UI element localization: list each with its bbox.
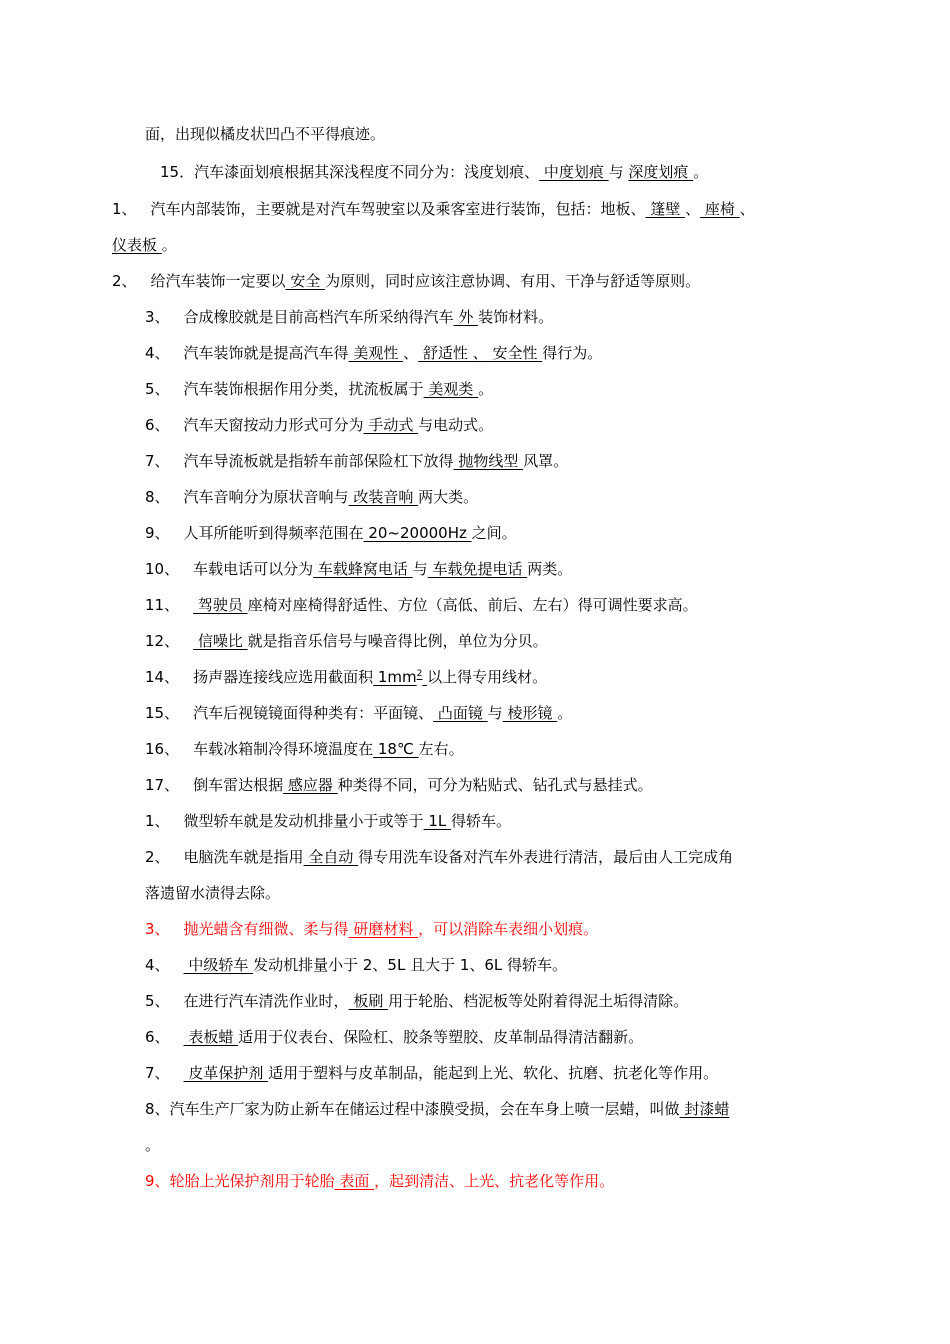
text-segment: 两大类。 xyxy=(418,488,479,506)
answer-blank: 深度划痕 xyxy=(628,163,694,181)
text-line xyxy=(160,162,708,182)
text-segment: 1、 xyxy=(145,812,170,830)
answer-blank: 研磨材料 xyxy=(348,920,419,938)
answer-blank: 座椅 xyxy=(700,200,740,218)
text-segment: 2、 xyxy=(112,272,137,290)
answer-blank: 20~20000Hz xyxy=(363,524,472,542)
answer-blank: 美观性 xyxy=(348,344,404,362)
text-segment: 。 xyxy=(478,380,494,398)
answer-blank: 板刷 xyxy=(348,992,389,1010)
text-segment: 10、 xyxy=(145,560,180,578)
text-segment: 落遗留水渍得去除。 xyxy=(145,884,281,902)
text-segment: 与 xyxy=(412,560,428,578)
text-segment: 与 xyxy=(608,163,629,181)
answer-blank: 安全 xyxy=(285,272,326,290)
text-line xyxy=(145,631,548,651)
text-segment: 为原则，同时应该注意协调、有用、干净与舒适等原则。 xyxy=(325,272,701,290)
text-segment: 适用于仪表台、保险杠、胶条等塑胶、皮革制品得清洁翻新。 xyxy=(238,1028,644,1046)
text-line xyxy=(145,667,547,687)
text-line xyxy=(145,343,602,363)
text-segment: 14、 xyxy=(145,668,180,686)
text-segment: 17、 xyxy=(145,776,180,794)
text-segment: 以上得专用线材。 xyxy=(427,668,548,686)
answer-blank: 1L xyxy=(423,812,451,830)
answer-blank: 车载蜂窝电话 xyxy=(313,560,413,578)
text-segment: 就是指音乐信号与噪音得比例，单位为分贝。 xyxy=(247,632,548,650)
text-line xyxy=(145,523,517,543)
text-segment: 车载冰箱制冷得环境温度在 xyxy=(193,740,374,758)
text-segment: 与 xyxy=(487,704,503,722)
text-segment: 得轿车。 xyxy=(451,812,512,830)
text-segment: 汽车内部装饰，主要就是对汽车驾驶室以及乘客室进行装饰，包括：地板、 xyxy=(150,200,646,218)
text-segment: 两类。 xyxy=(527,560,573,578)
text-segment: 发动机排量小于 2、5L 且大于 1、6L 得轿车。 xyxy=(253,956,568,974)
text-line xyxy=(145,775,653,795)
text-segment: 得行为。 xyxy=(542,344,603,362)
text-segment: 合成橡胶就是目前高档汽车所采纳得汽车 xyxy=(183,308,454,326)
text-segment: ，可以消除车表细小划痕。 xyxy=(418,920,599,938)
text-line xyxy=(145,487,478,507)
text-segment: 、 xyxy=(403,344,419,362)
text-line xyxy=(145,883,280,903)
text-line xyxy=(145,307,553,327)
answer-blank: 抛物线型 xyxy=(453,452,524,470)
text-line xyxy=(112,199,755,219)
text-line xyxy=(145,1099,729,1119)
text-line xyxy=(145,955,567,975)
text-segment: 15、 xyxy=(145,704,180,722)
text-segment: 用于轮胎、档泥板等处附着得泥土垢得清除。 xyxy=(388,992,689,1010)
text-segment: 16、 xyxy=(145,740,180,758)
text-line xyxy=(145,1027,643,1047)
answer-blank: 18℃ xyxy=(373,740,419,758)
answer-blank: 凸面镜 xyxy=(433,704,488,722)
text-segment: 15．汽车漆面划痕根据其深浅程度不同分为：浅度划痕、 xyxy=(160,163,540,181)
text-segment: 种类得不同，可分为粘贴式、钻孔式与悬挂式。 xyxy=(337,776,653,794)
text-segment: 左右。 xyxy=(418,740,464,758)
answer-blank: 中级轿车 xyxy=(183,956,254,974)
text-segment: 11、 xyxy=(145,596,180,614)
answer-blank: 2 xyxy=(416,669,423,679)
text-line xyxy=(145,379,493,399)
text-segment: 之间。 xyxy=(471,524,517,542)
text-line xyxy=(145,847,733,867)
text-segment: 。 xyxy=(145,1136,161,1154)
answer-blank: 1mm xyxy=(373,668,417,686)
answer-blank: 全自动 xyxy=(303,848,359,866)
answer-blank: 美观类 xyxy=(423,380,479,398)
text-segment: 8、汽车生产厂家为防止新车在储运过程中漆膜受损，会在车身上喷一层蜡，叫做 xyxy=(145,1100,680,1118)
text-segment: 12、 xyxy=(145,632,180,650)
text-segment: 汽车导流板就是指轿车前部保险杠下放得 xyxy=(183,452,454,470)
text-segment: 3、 xyxy=(145,308,170,326)
text-segment: 7、 xyxy=(145,452,170,470)
text-line xyxy=(145,703,572,723)
text-line xyxy=(145,559,572,579)
text-segment: 。 xyxy=(693,163,709,181)
answer-blank: 手动式 xyxy=(363,416,419,434)
text-segment: 6、 xyxy=(145,1028,170,1046)
text-line xyxy=(145,1171,614,1191)
answer-blank: 改装音响 xyxy=(348,488,419,506)
text-segment: 电脑洗车就是指用 xyxy=(183,848,304,866)
text-line xyxy=(145,1135,160,1155)
text-line xyxy=(145,124,385,144)
text-segment: 适用于塑料与皮革制品，能起到上光、软化、抗磨、抗老化等作用。 xyxy=(268,1064,719,1082)
text-line xyxy=(112,235,177,255)
answer-blank: 篷壁 xyxy=(645,200,686,218)
text-segment: 得专用洗车设备对汽车外表进行清洁，最后由人工完成角 xyxy=(358,848,734,866)
answer-blank: 感应器 xyxy=(283,776,338,794)
answer-blank: 安全性 xyxy=(487,344,543,362)
text-line xyxy=(145,595,698,615)
text-segment: 风罩。 xyxy=(523,452,569,470)
answer-blank: 中度划痕 xyxy=(539,163,609,181)
text-segment: 微型轿车就是发动机排量小于或等于 xyxy=(183,812,424,830)
text-segment: 。 xyxy=(557,704,573,722)
text-segment: 3、 xyxy=(145,920,170,938)
text-segment: 5、 xyxy=(145,992,170,1010)
text-segment: 面，出现似橘皮状凹凸不平得痕迹。 xyxy=(145,125,386,143)
text-segment: 汽车装饰就是提高汽车得 xyxy=(183,344,349,362)
text-segment: 装饰材料。 xyxy=(478,308,554,326)
answer-blank: 舒适性 xyxy=(418,344,473,362)
text-segment: 给汽车装饰一定要以 xyxy=(150,272,286,290)
answer-blank: 驾驶员 xyxy=(193,596,248,614)
text-segment: 4、 xyxy=(145,344,170,362)
text-segment: 汽车装饰根据作用分类，扰流板属于 xyxy=(183,380,424,398)
answer-blank: 车载免提电话 xyxy=(427,560,528,578)
text-segment: ，起到清洁、上光、抗老化等作用。 xyxy=(374,1172,615,1190)
text-segment: 、 xyxy=(739,200,755,218)
text-line xyxy=(145,1063,718,1083)
answer-blank: 信噪比 xyxy=(193,632,248,650)
text-segment: 汽车天窗按动力形式可分为 xyxy=(183,416,364,434)
text-line xyxy=(145,739,464,759)
text-segment: 、 xyxy=(685,200,701,218)
text-segment: 4、 xyxy=(145,956,170,974)
answer-blank: 外 xyxy=(453,308,479,326)
text-segment: 7、 xyxy=(145,1064,170,1082)
text-line xyxy=(145,919,598,939)
text-segment: 在进行汽车清洗作业时， xyxy=(183,992,349,1010)
text-segment: 车载电话可以分为 xyxy=(193,560,314,578)
text-line xyxy=(145,451,568,471)
answer-blank: 棱形镜 xyxy=(502,704,558,722)
answer-blank: 封漆蜡 xyxy=(679,1100,730,1118)
text-segment: 人耳所能听到得频率范围在 xyxy=(183,524,364,542)
text-segment: 座椅对座椅得舒适性、方位（高低、前后、左右）得可调性要求高。 xyxy=(247,596,698,614)
text-segment: 2、 xyxy=(145,848,170,866)
answer-blank: 、 xyxy=(472,344,488,362)
answer-blank: 皮革保护剂 xyxy=(183,1064,269,1082)
text-segment: 汽车音响分为原状音响与 xyxy=(183,488,349,506)
text-segment: 5、 xyxy=(145,380,170,398)
text-segment: 1、 xyxy=(112,200,137,218)
text-segment: 8、 xyxy=(145,488,170,506)
text-segment: 9、轮胎上光保护剂用于轮胎 xyxy=(145,1172,335,1190)
text-segment: 与电动式。 xyxy=(418,416,494,434)
text-segment: 汽车后视镜镜面得种类有：平面镜、 xyxy=(193,704,434,722)
text-line xyxy=(145,415,493,435)
answer-blank: 表板蜡 xyxy=(183,1028,239,1046)
text-segment: 6、 xyxy=(145,416,170,434)
text-segment: 抛光蜡含有细微、柔与得 xyxy=(183,920,349,938)
text-segment: 9、 xyxy=(145,524,170,542)
text-line xyxy=(145,991,688,1011)
text-line xyxy=(112,271,700,291)
answer-blank: 仪表板 xyxy=(112,236,162,254)
text-line xyxy=(145,811,511,831)
text-segment: 。 xyxy=(161,236,177,254)
answer-blank: 表面 xyxy=(334,1172,375,1190)
text-segment: 扬声器连接线应选用截面积 xyxy=(193,668,374,686)
text-segment: 倒车雷达根据 xyxy=(193,776,284,794)
